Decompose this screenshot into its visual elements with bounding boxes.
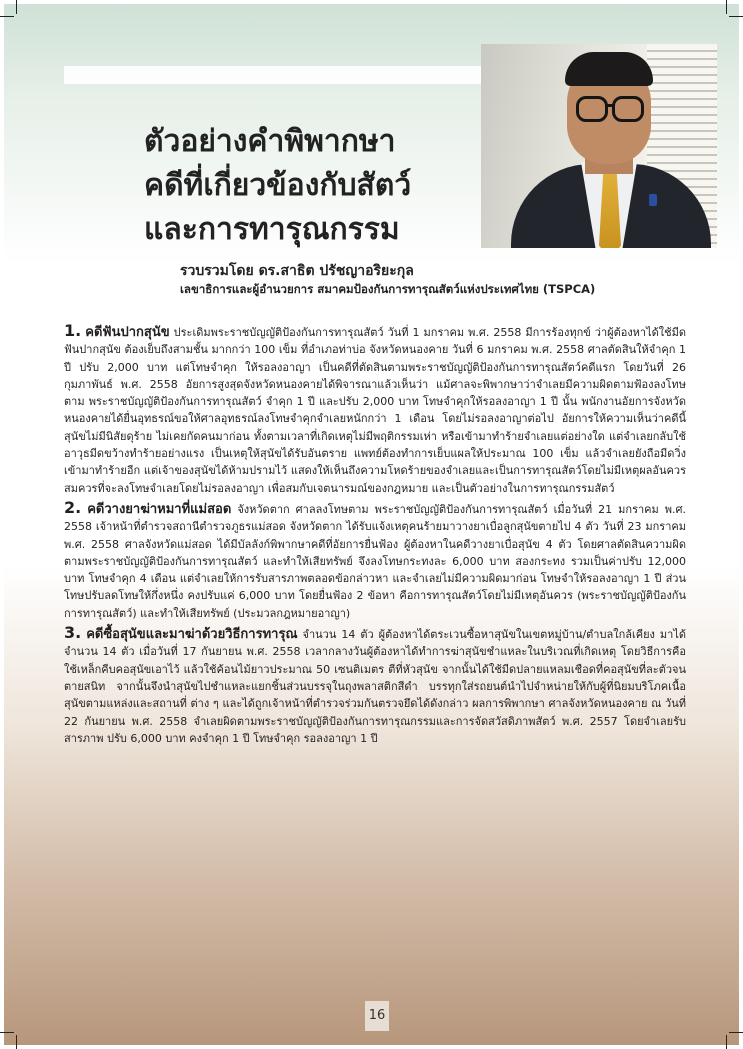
- article-body: [64, 322, 686, 749]
- case-text: จังหวัดตาก ศาลลงโทษตาม พระราชบัญญัติป้องกันการทารุณสัตว์ เมื่อวันที่ 21 มกราคม พ.ศ. 2558 เจ้าหน้าที่ตำรวจสถานีตำรวจภูธรแม่สอด จังหวัดตาก ได้รับแจ้งเหตุคนร้ายมาวางยาเบื่อลูกสุนัขตายไป 4 ตัว วันที่ 23 มกราคม พ.ศ. 2558 ศาลจังหวัดแม่สอด ได้มีบัลลังก์พิพากษาคดีที่อัยการยื่นฟ้อง ผู้ต้องหาในคดีวางยาเบื่อสุนัข 4 ตัว โดยศาลตัดสินความผิดตามพระราชบัญญัติป้องกันการทารุณสัตว์ และทำให้เสียทรัพย์ จึงลงโทษกระทงละ 6,000 บาท สองกระทง รวมเป็นค่าปรับ 12,000 บาท โทษจำคุก 4 เดือน แต่จำเลยให้การรับสารภาพตลอดข้อกล่าวหา และจำเลยไม่มีความผิดมาก่อน โทษจำให้รอลงอาญา 1 ปี ส่วนโทษปรับลดโทษให้กึ่งหนึ่ง คงปรับแค่ 6,000 บาท โดยยื่นฟ้อง 2 ข้อหา คือการทารุณสัตว์โดยไม่มีเหตุอันควร (พระราชบัญญัติป้องกันการทารุณสัตว์) และทำให้เสียทรัพย์ (ประมวลกฎหมายอาญา): [64, 502, 686, 620]
- crop-mark: [0, 16, 14, 17]
- title-line-3: และการทารุณกรรม: [144, 212, 400, 247]
- glasses-icon: [576, 96, 608, 122]
- title-line-2: คดีที่เกี่ยวข้องกับสัตว์: [144, 168, 412, 203]
- case-title: คดีซื้อสุนัขและมาฆ่าด้วยวิธีการทารุณ: [86, 627, 298, 643]
- page-number: 16: [365, 1001, 389, 1031]
- crop-mark: [16, 1035, 17, 1049]
- lapel-pin-icon: [649, 194, 657, 206]
- case-text: ประเดิมพระราชบัญญัติป้องกันการทารุณสัตว์ วันที่ 1 มกราคม พ.ศ. 2558 มีการร้องทุกข์ ว่าผู้ต้องหาได้ใช้มีดฟันปากสุนัข ต้องเย็บถึงสามชั้น มากกว่า 100 เข็ม ที่อำเภอท่าบ่อ จังหวัดหนองคาย วันที่ 6 มกราคม พ.ศ. 2558 ศาลตัดสินให้จำคุก 1 ปี ปรับ 2,000 บาท แต่โทษจำคุก ให้รอลงอาญา เป็นคดีที่ตัดสินตามพระราชบัญญัติป้องกันการทารุณสัตว์คดีแรก โดยวันที่ 26 กุมภาพันธ์ พ.ศ. 2558 อัยการสูงสุดจังหวัดหนองคายได้พิจารณาแล้วเห็นว่า แม้ศาลจะพิพากษาว่าจำเลยมีความผิดตามฟ้องลงโทษตาม พระราชบัญญัติป้องกันการทารุณสัตว์ จำคุก 1 ปี และปรับ 2,000 บาท โทษจำคุกให้รอลงอาญา 1 ปี นั้น พนักงานอัยการจังหวัดหนองคายได้ยื่นอุทธรณ์ขอให้ศาลอุทธรณ์ลงโทษจำคุกจำเลยหนักกว่า 1 เดือน โดยไม่รอลงอาญาต่อไป อัยการให้ความเห็นว่าคดีนี้สุนัขไม่มีนิสัยดุร้าย ไม่เคยกัดคนมาก่อน ทั้งตามเวลาที่เกิดเหตุไม่มีพฤติกรรมเห่า หรือเข้ามาทำร้ายจำเลยแต่อย่างใด แต่จำเลยกลับใช้อาวุธมีดขว้างทำร้ายอย่างแรง เป็นเหตุให้สุนัขได้รับอันตราย แพทย์ต้องทำการเย็บแผลให้ประมาณ 100 เข็ม แล้วจำเลยยังถือมีดวิ่งเข้ามาทำร้ายอีก แต่เจ้าของสุนัขได้ห้ามปรามไว้ แสดงให้เห็นถึงความโหดร้ายของจำเลยและเป็นการทารุณสัตว์โดยไม่มีเหตุผลอันควร สมควรที่จะลงโทษจำเลยโดยไม่รอลงอาญา เพื่อสมกับเจตนารมณ์ของกฎหมาย และเป็นตัวอย่างในการทารุณกรรมสัตว์: [64, 326, 687, 495]
- case-title: คดีวางยาฆ่าหมาที่แม่สอด: [87, 501, 232, 517]
- crop-mark: [16, 0, 17, 14]
- crop-mark: [726, 1035, 727, 1049]
- crop-mark: [729, 1032, 743, 1033]
- case-number: 2.: [64, 497, 82, 517]
- glasses-icon: [612, 96, 644, 122]
- title-line-1: ตัวอย่างคำพิพากษา: [144, 124, 396, 159]
- portrait-hair: [565, 52, 653, 86]
- case-title: คดีฟันปากสุนัข: [85, 325, 170, 340]
- case-paragraph: [64, 624, 686, 747]
- crop-mark: [729, 16, 743, 17]
- case-number: 3.: [64, 623, 82, 643]
- glasses-bridge: [605, 104, 613, 107]
- case-number: 1.: [64, 321, 82, 340]
- author-portrait: [481, 44, 717, 248]
- case-text: จำนวน 14 ตัว ผู้ต้องหาได้ตระเวนซื้อหาสุนัขในเขตหมู่บ้าน/ตำบลใกล้เคียง มาได้จำนวน 14 ตัว เมื่อวันที่ 17 กันยายน พ.ศ. 2558 เวลากลางวันผู้ต้องหาได้ทำการฆ่าสุนัขชำแหละในบริเวณที่เกิดเหตุ โดยวิธีการคือ ใช้เหล็กคีบคอสุนัขเอาไว้ แล้วใช้ค้อนไม้ยาวประมาณ 50 เซนติเมตร ตีที่หัวสุนัข จากนั้นได้ใช้มีดปลายแหลมเชือดที่คอสุนัขที่ละตัวจนตายสนิท จากนั้นจึงนำสุนัขไปชำแหละแยกชิ้นส่วนบรรจุในถุงพลาสติกสีดำ บรรทุกใส่รถยนต์นำไปจำหน่ายให้กับผู้ที่นิยมบริโภคเนื้อสุนัขตามแหล่งและสถานที่ ต่าง ๆ และได้ถูกเจ้าหน้าที่ตำรวจร่วมกันตรวจยึดได้ดังกล่าว ผลการพิพากษา ศาลจังหวัดหนองคาย ณ วันที่ 22 กันยายน พ.ศ. 2558 จำเลยผิดตามพระราชบัญญัติป้องกันการทารุณกรรมและการจัดสวัสดิภาพสัตว์ พ.ศ. 2557 โดยจำเลยรับสารภาพ ปรับ 6,000 บาท คงจำคุก 1 ปี โทษจำคุก รอลงอาญา 1 ปี: [64, 628, 687, 745]
- author-role: เลขาธิการและผู้อำนวยการ สมาคมป้องกันการทารุณสัตว์แห่งประเทศไทย (TSPCA): [180, 282, 596, 296]
- article-title: [144, 120, 504, 252]
- crop-mark: [726, 0, 727, 14]
- case-paragraph: [64, 322, 686, 497]
- case-paragraph: [64, 499, 686, 622]
- crop-mark: [0, 1032, 14, 1033]
- author-byline: รวบรวมโดย ดร.สาธิต ปรัชญาอริยะกุล: [180, 263, 414, 279]
- magazine-page: [4, 4, 739, 1045]
